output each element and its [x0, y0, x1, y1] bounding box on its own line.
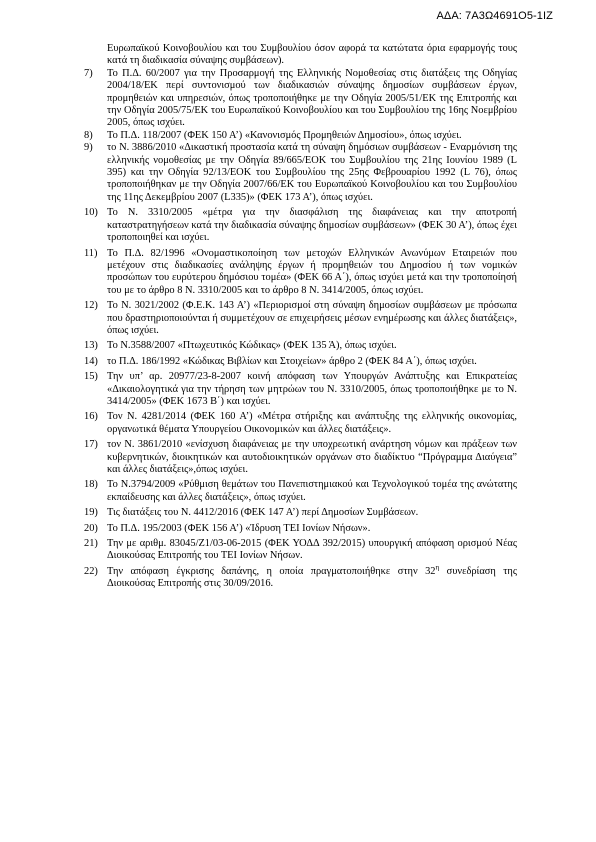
- list-item-text: Το Π.Δ. 118/2007 (ΦΕΚ 150 Α’) «Κανονισμός Προμηθειών Δημοσίου», όπως ισχύει.: [107, 129, 462, 141]
- list-item-number: 12): [84, 300, 98, 312]
- list-item-number: 10): [84, 207, 98, 219]
- list-item-number: 9): [84, 142, 93, 154]
- list-item-text: το Π.Δ. 186/1992 «Κώδικας Βιβλίων και Στοιχείων» άρθρο 2 (ΦΕΚ 84 Α΄), όπως ισχύει.: [107, 355, 477, 367]
- list-item-number: 20): [84, 522, 98, 534]
- list-item-text: Το Π.Δ. 60/2007 για την Προσαρμογή της Ελληνικής Νομοθεσίας στις διατάξεις της Οδηγίας 2004/18/ΕΚ περί συντονισμού των διαδικασιών σύναψης δημοσίων συμβάσεων έργων, προμηθειών και υπηρεσιών, όπως τροποποιήθηκε με την Οδηγία 2005/51/ΕΚ της Επιτροπής και την Οδηγία 2005/75/ΕΚ του Ευρωπαϊκού Κοινοβουλίου και του Συμβουλίου της 16ης Νοεμβρίου 2005, όπως ισχύει.: [107, 67, 517, 129]
- document-body: [84, 43, 517, 591]
- list-item-text-after: συνεδρίαση της Διοικούσας Επιτροπής στις 30/09/2016.: [107, 565, 517, 590]
- list-item-17: [84, 439, 517, 476]
- list-item-text: τον Ν. 3861/2010 «ενίσχυση διαφάνειας με την υποχρεωτική ανάρτηση νόμων και πράξεων των κυβερνητικών, διοικητικών και αυτοδιοικητικών οργάνων στο διαδίκτυο “Πρόγραμμα Διαύγεια” και άλλες διατάξεις»,όπως ισχύει.: [107, 439, 517, 475]
- list-item-text: το Ν. 3886/2010 «Δικαστική προστασία κατά τη σύναψη δημόσιων συμβάσεων - Εναρμόνιση της ελληνικής νομοθεσίας με την Οδηγία 89/665/ΕΟΚ του Συμβουλίου της 21ης Ιουνίου 1989 (L 395) και την Οδηγία 92/13/ΕΟΚ του Συμβουλίου της 25ης Φεβρουαρίου 1992 (L 76), όπως τροποποιήθηκαν με την Οδηγία 2007/66/ΕΚ του Ευρωπαϊκού Κοινοβουλίου και του Συμβουλίου της 11ης Δεκεμβρίου 2007 (L335)» (ΦΕΚ 173 Α’), όπως ισχύει.: [107, 142, 517, 203]
- list-item-text: Την με αριθμ. 83045/Ζ1/03-06-2015 (ΦΕΚ ΥΟΔΔ 392/2015) υπουργική απόφαση ορισμού Νέας Διοικούσας Επιτροπής του ΤΕΙ Ιονίων Νήσων.: [107, 538, 517, 562]
- list-item-20: [84, 523, 517, 535]
- list-item-number: 17): [84, 439, 98, 451]
- list-item-14: [84, 356, 517, 368]
- continuation-text: Ευρωπαϊκού Κοινοβουλίου και του Συμβουλίου όσον αφορά τα κατώτατα όρια εφαρμογής τους κατά τη διαδικασία σύναψης συμβάσεων).: [107, 43, 517, 67]
- list-item-number: 18): [84, 479, 98, 491]
- list-item-text: Το Ν.3588/2007 «Πτωχευτικός Κώδικας» (ΦΕΚ 135 Ά), όπως ισχύει.: [107, 340, 397, 352]
- list-item-text-before: Την απόφαση έγκρισης δαπάνης, η οποία πραγματοποιήθηκε στην 32: [107, 565, 436, 577]
- list-item-text: Το Ν.3794/2009 «Ρύθμιση θεμάτων του Πανεπιστημιακού και Τεχνολογικού τομέα της ανώτατης εκπαίδευσης και άλλες διατάξεις», όπως ισχύει.: [107, 479, 517, 503]
- list-item-text: Το Ν. 3310/2005 «μέτρα για την διασφάλιση της διαφάνειας και την αποτροπή καταστρατηγήσεων κατά την διαδικασία σύναψης δημοσίων συμβάσεων» (ΦΕΚ 30 Α’), όπως έχει τροποποιηθεί και ισχύει.: [107, 207, 517, 244]
- list-item-number: 8): [84, 129, 93, 141]
- list-item-number: 11): [84, 247, 98, 259]
- list-item-text: Το Π.Δ. 195/2003 (ΦΕΚ 156 Α’) «Ίδρυση ΤΕΙ Ιονίων Νήσων».: [107, 522, 371, 534]
- list-item-12: [84, 300, 517, 337]
- list-item-text: Την υπ’ αρ. 20977/23-8-2007 κοινή απόφαση των Υπουργών Ανάπτυξης και Επικρατείας «Δικαιολογητικά για την τήρηση των μητρώων του Ν. 3310/2005, όπως τροποποιήθηκε με το Ν. 3414/2005» (ΦΕΚ 1673 Β΄) και ισχύει.: [107, 371, 517, 407]
- list-item-number: 16): [84, 411, 98, 423]
- list-item-number: 15): [84, 371, 98, 383]
- list-item-18: [84, 479, 517, 504]
- list-item-11: [84, 248, 517, 298]
- list-item-text: Τον Ν. 4281/2014 (ΦΕΚ 160 Α’) «Μέτρα στήριξης και ανάπτυξης της ελληνικής οικονομίας, οργανωτικά θέματα Υπουργείου Οικονομικών και άλλες διατάξεις».: [107, 411, 517, 435]
- list-item-10: [84, 207, 517, 244]
- list-item-15: [84, 371, 517, 408]
- list-item-13: [84, 340, 517, 352]
- list-item-22: [84, 563, 517, 591]
- list-item-7: [84, 68, 517, 130]
- list-item-number: 13): [84, 340, 98, 352]
- ada-code: ΑΔΑ: 7Α3Ω4691Ο5-1ΙΖ: [436, 10, 553, 22]
- ordinal-superscript: η: [435, 563, 440, 572]
- list-item-21: [84, 538, 517, 563]
- list-item-text: Τις διατάξεις του Ν. 4412/2016 (ΦΕΚ 147 Α’) περί Δημοσίων Συμβάσεων.: [107, 507, 419, 519]
- list-item-number: 21): [84, 538, 98, 550]
- list-item-8: [84, 130, 517, 142]
- list-item-text: Το Π.Δ. 82/1996 «Ονομαστικοποίηση των μετοχών Ελληνικών Ανωνύμων Εταιρειών που μετέχουν στις διαδικασίες ανάληψης έργων ή προμηθειών του Δημοσίου ή των νομικών προσώπων του ευρύτερου δημόσιου τομέα» (ΦΕΚ 66 Α΄), όπως ισχύει μετά και την τροποποίησή του με το άρθρο 8 Ν. 3310/2005 και το άρθρο 8 Ν. 3414/2005, όπως ισχύει.: [107, 247, 517, 296]
- list-item-text: [107, 563, 517, 591]
- list-item-number: 7): [84, 67, 93, 79]
- list-item-16: [84, 411, 517, 436]
- list-item-number: 14): [84, 355, 98, 367]
- list-item-number: 22): [84, 565, 98, 577]
- list-item-19: [84, 507, 517, 519]
- list-item-number: 19): [84, 507, 98, 519]
- list-item-9: [84, 142, 517, 204]
- list-item-text: Το Ν. 3021/2002 (Φ.Ε.Κ. 143 Α’) «Περιορισμοί στη σύναψη δημοσίων συμβάσεων με πρόσωπα που δραστηριοποιούνται ή συμμετέχουν σε επιχειρήσεις μέσων ενημέρωσης και άλλες διατάξεις», όπως ισχύει.: [107, 300, 517, 336]
